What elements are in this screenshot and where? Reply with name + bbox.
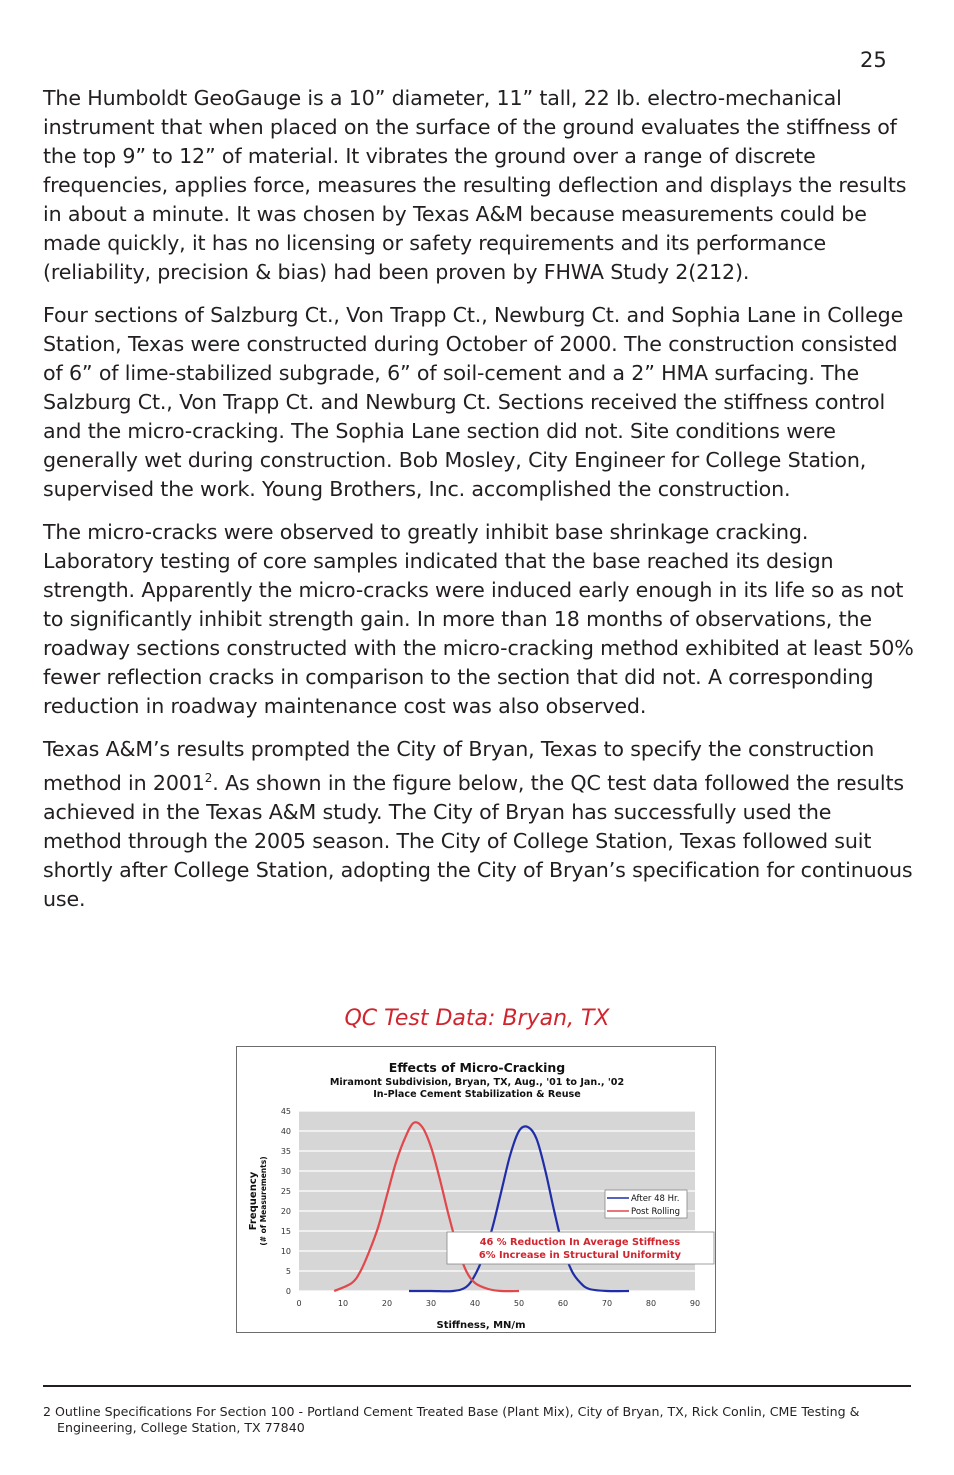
x-tick-label: 20 (381, 1299, 393, 1308)
legend-label-post-rolling: Post Rolling (631, 1207, 681, 1217)
x-tick-label: 10 (337, 1299, 349, 1308)
footnote-ref[interactable]: 2 (204, 771, 213, 785)
chart-title: Effects of Micro-Cracking (388, 1060, 566, 1075)
x-tick-label: 80 (645, 1299, 657, 1308)
x-tick-label: 90 (689, 1299, 701, 1308)
page-number: 25 (860, 48, 887, 72)
chart-frame (236, 1046, 716, 1333)
y-tick-label: 45 (280, 1107, 291, 1116)
y-tick-label: 30 (280, 1167, 291, 1176)
x-tick-label: 60 (557, 1299, 569, 1308)
x-tick-label: 40 (469, 1299, 481, 1308)
paragraph-bryan (43, 735, 915, 914)
stiffness-frequency-chart (237, 1047, 717, 1334)
annotation-box (447, 1232, 714, 1264)
x-tick-label: 30 (425, 1299, 437, 1308)
y-tick-label: 40 (280, 1127, 291, 1136)
paragraph-bryan-part2: . As shown in the figure below, the QC test data followed the results achieved in the Texas A&M study. The City of Bryan has successfully used the method through the 2005 season. The City of College Station, Texas followed suit shortly after College Station, adopting the City of Bryan’s specification for continuous use. (43, 770, 913, 911)
chart-subtitle-1: Miramont Subdivision, Bryan, TX, Aug., '01 to Jan., '02 (329, 1077, 625, 1088)
y-tick-label: 20 (280, 1207, 291, 1216)
y-tick-label: 15 (280, 1227, 291, 1236)
y-tick-label: 35 (280, 1147, 291, 1156)
footnote-rule (43, 1385, 911, 1387)
x-tick-label: 0 (296, 1299, 302, 1308)
y-axis-label: Frequency (248, 1171, 259, 1231)
body-text (43, 84, 915, 928)
footnote-line-1: 2 Outline Specifications For Section 100 - Portland Cement Treated Base (Plant Mix), City of Bryan, TX, Rick Conlin, CME Testing & (43, 1404, 860, 1419)
legend (605, 1190, 687, 1218)
y-tick-label: 5 (285, 1267, 291, 1276)
y-tick-label: 10 (280, 1247, 291, 1256)
footnote (43, 1404, 903, 1436)
y-axis-sublabel: (# of Measurements) (259, 1156, 268, 1246)
y-tick-label: 25 (280, 1187, 291, 1196)
x-axis-label: Stiffness, MN/m (436, 1320, 526, 1331)
chart-subtitle-2: In-Place Cement Stabilization & Reuse (373, 1089, 581, 1100)
annotation-line-1: 46 % Reduction In Average Stiffness (479, 1237, 681, 1248)
paragraph-geogauge: The Humboldt GeoGauge is a 10” diameter, 11” tall, 22 lb. electro-mechanical instrument that when placed on the surface of the ground evaluates the stiffness of the top 9” to 12” of material. It vibrates the ground over a range of discrete frequencies, applies force, measures the resulting deflection and displays the results in about a minute. It was chosen by Texas A&M because measurements could be made quickly, it has no licensing or safety requirements and its performance (reliability, precision & bias) had been proven by FHWA Study 2(212). (43, 86, 907, 284)
paragraph-sections: Four sections of Salzburg Ct., Von Trapp Ct., Newburg Ct. and Sophia Lane in College Station, Texas were constructed during October of 2000. The construction consisted of 6” of lime-stabilized subgrade, 6” of soil-cement and a 2” HMA surfacing. The Salzburg Ct., Von Trapp Ct. and Newburg Ct. Sections received the stiffness control and the micro-cracking. The Sophia Lane section did not. Site conditions were generally wet during construction. Bob Mosley, City Engineer for College Station, supervised the work. Young Brothers, Inc. accomplished the construction. (43, 303, 904, 501)
legend-label-after-48hr: After 48 Hr. (631, 1194, 680, 1204)
figure-caption: QC Test Data: Bryan, TX (344, 1006, 610, 1031)
x-tick-label: 50 (513, 1299, 525, 1308)
annotation-line-2: 6% Increase in Structural Uniformity (478, 1250, 682, 1261)
paragraph-micro-cracks: The micro-cracks were observed to greatly inhibit base shrinkage cracking. Laboratory testing of core samples indicated that the base reached its design strength. Apparently the micro-cracks were induced early enough in its life so as not to significantly inhibit strength gain. In more than 18 months of observations, the roadway sections constructed with the micro-cracking method exhibited at least 50% fewer reflection cracks in comparison to the section that did not. A corresponding reduction in roadway maintenance cost was also observed. (43, 520, 914, 718)
footnote-line-2: Engineering, College Station, TX 77840 (57, 1420, 305, 1435)
x-tick-label: 70 (601, 1299, 613, 1308)
y-tick-label: 0 (285, 1287, 291, 1296)
paragraph-bryan-part1: Texas A&M’s results prompted the City of Bryan, Texas to specify the construction method in 2001 (43, 737, 875, 795)
